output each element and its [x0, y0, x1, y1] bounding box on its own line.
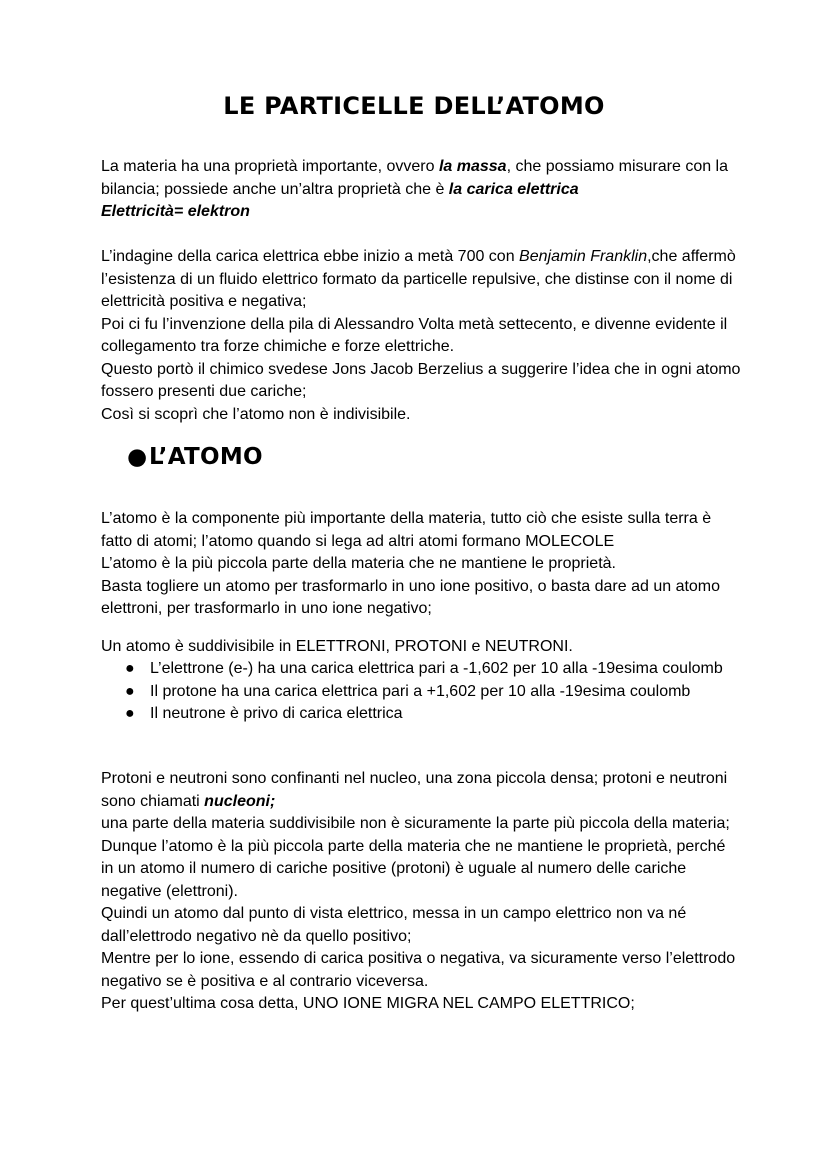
list-item: ● Il protone ha una carica elettrica pari a +1,602 per 10 alla -19esima coulomb	[101, 681, 741, 704]
intro-text-2: , che possiamo misurare con la bilancia; possiede anche un’altra proprietà che è	[101, 158, 729, 198]
emphasis-massa: la massa	[438, 158, 507, 175]
emphasis-nucleoni: nucleoni;	[204, 792, 276, 810]
list-item: ● L’elettrone (e-) ha una carica elettrica pari a -1,602 per 10 alla -19esima coulomb	[101, 658, 741, 681]
particles-list	[101, 658, 741, 726]
bullet-icon: ●	[125, 682, 135, 700]
nucleus-text-4: Quindi un atomo dal punto di vista elettrico, messa in un campo elettrico non va né dall’elettrodo negativo nè da quello positivo;	[101, 905, 687, 945]
history-text-1: L’indagine della carica elettrica ebbe inizio a metà 700 con	[101, 248, 520, 265]
history-text-2: ,che affermò l’esistenza di un fluido elettrico formato da particelle repulsive, che distinse con il nome di elettricità positiva e negativa;	[101, 248, 736, 310]
history-text-5: Così si scoprì che l’atomo non è indivisibile.	[101, 405, 411, 423]
bullet-icon: ●	[125, 705, 135, 722]
atom-text-3: Basta togliere un atomo per trasformarlo in uno ione positivo, o basta dare ad un atomo elettroni, per trasformarlo in uno ione negativo;	[101, 577, 721, 617]
bullet-icon: ●	[125, 660, 135, 677]
emphasis-franklin: Benjamin Franklin	[519, 248, 648, 265]
history-text-4: Questo portò il chimico svedese Jons Jacob Berzelius a suggerire l’idea che in ogni atomo fossero presenti due cariche;	[101, 360, 741, 400]
intro-text-1: La materia ha una proprietà importante, ovvero	[101, 158, 439, 175]
history-text-3: Poi ci fu l’invenzione della pila di Alessandro Volta metà settecento, e divenne evidente il collegamento tra forze chimiche e forze elettriche.	[101, 315, 728, 355]
emphasis-elettricita: Elettricità= elektron	[101, 203, 250, 220]
intro-paragraph	[101, 156, 741, 224]
nucleus-text-5: Mentre per lo ione, essendo di carica positiva o negativa, va sicuramente verso l’elettrodo negativo se è positiva e al contrario viceversa.	[101, 950, 736, 990]
nucleus-text-2: una parte della materia suddivisibile non è sicuramente la parte più piccola della materia;	[101, 815, 730, 832]
atom-text-2: L’atomo è la più piccola parte della materia che ne mantiene le proprietà.	[101, 555, 616, 572]
emphasis-carica: la carica elettrica	[448, 180, 579, 198]
section-heading-atomo	[127, 444, 263, 470]
nucleus-text-6: Per quest’ultima cosa detta, UNO IONE MIGRA NEL CAMPO ELETTRICO;	[101, 995, 635, 1012]
page-title: LE PARTICELLE DELL’ATOMO	[223, 92, 605, 120]
nucleus-text-1: Protoni e neutroni sono confinanti nel nucleo, una zona piccola densa; protoni e neutroni sono chiamati	[101, 770, 728, 810]
history-paragraph	[101, 246, 741, 426]
list-item: ● Il neutrone è privo di carica elettrica	[101, 703, 741, 726]
atom-text-1: L’atomo è la componente più importante della materia, tutto ciò che esiste sulla terra è fatto di atomi; l’atomo quando si lega ad altri atomi formano MOLECOLE	[101, 510, 712, 550]
heading-bullet-icon: ●	[127, 444, 148, 470]
atom-paragraph	[101, 508, 741, 621]
section-heading-text: L’ATOMO	[149, 444, 263, 470]
nucleus-text-3: Dunque l’atomo è la più piccola parte della materia che ne mantiene le proprietà, perché in un atomo il numero di cariche positive (protoni) è uguale al numero delle cariche negative (elettroni).	[101, 837, 726, 900]
particles-intro: Un atomo è suddivisibile in ELETTRONI, PROTONI e NEUTRONI.	[101, 638, 573, 655]
nucleus-paragraph	[101, 768, 741, 1016]
